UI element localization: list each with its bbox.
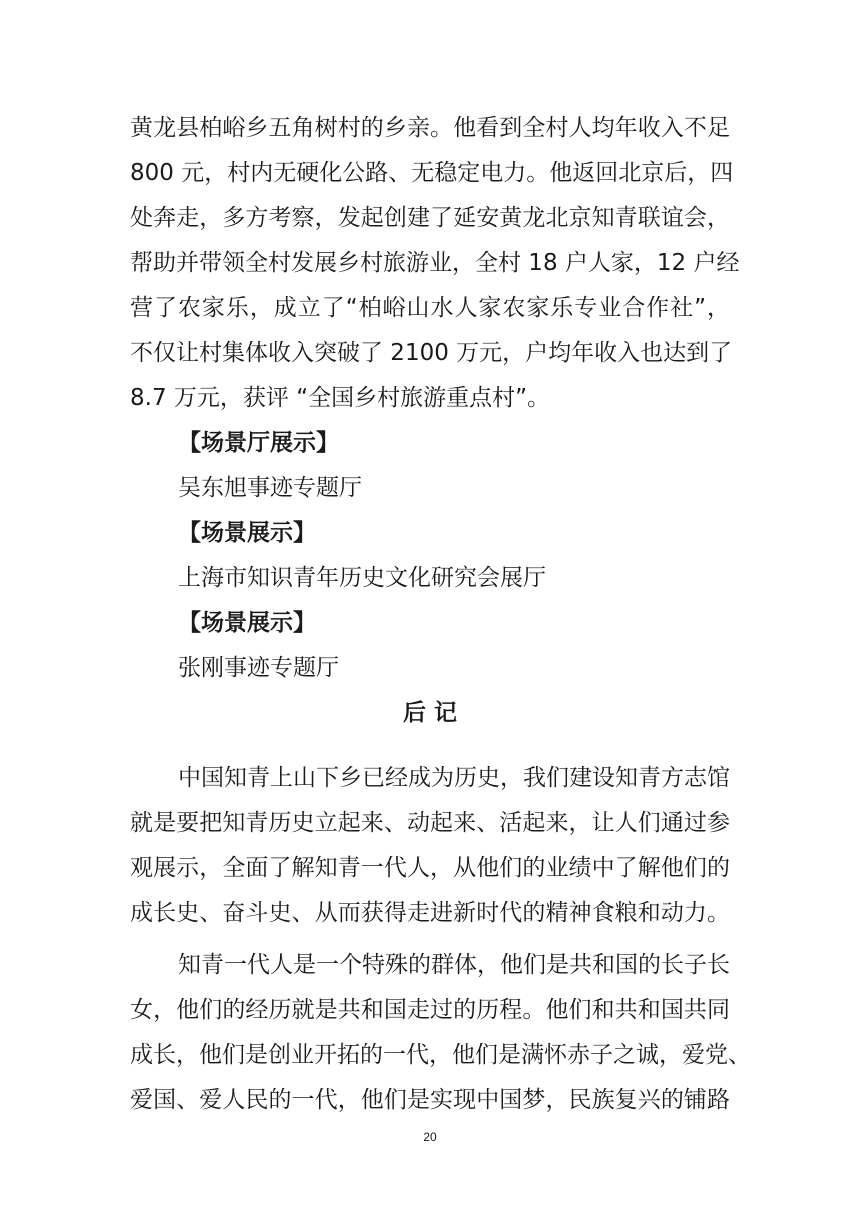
paragraph-line: 不仅让村集体收入突破了 2100 万元，户均年收入也达到了 (130, 340, 733, 366)
section-heading: 后 记 (402, 700, 457, 726)
paragraph-line: 营了农家乐，成立了“柏峪山水人家农家乐专业合作社”， (130, 295, 730, 321)
paragraph-line: 观展示，全面了解知青一代人，从他们的业绩中了解他们的 (130, 855, 730, 881)
paragraph-line: 800 元，村内无硬化公路、无稳定电力。他返回北京后，四 (130, 160, 734, 186)
scene-title: 张刚事迹专题厅 (178, 655, 339, 681)
scene-label: 【场景展示】 (178, 520, 316, 546)
paragraph-line: 成长史、奋斗史、从而获得走进新时代的精神食粮和动力。 (130, 900, 730, 926)
paragraph-line: 知青一代人是一个特殊的群体，他们是共和国的长子长 (178, 952, 730, 978)
page-number: 20 (423, 1130, 437, 1144)
scene-label: 【场景厅展示】 (178, 430, 339, 456)
paragraph-line: 女，他们的经历就是共和国走过的历程。他们和共和国共同 (130, 997, 730, 1023)
paragraph-line: 帮助并带领全村发展乡村旅游业，全村 18 户人家，12 户经 (130, 250, 740, 276)
paragraph-line: 就是要把知青历史立起来、动起来、活起来，让人们通过参 (130, 810, 730, 836)
paragraph-line: 黄龙县柏峪乡五角树村的乡亲。他看到全村人均年收入不足 (130, 115, 730, 141)
paragraph-line: 处奔走，多方考察，发起创建了延安黄龙北京知青联谊会， (130, 205, 730, 231)
scene-title: 上海市知识青年历史文化研究会展厅 (178, 565, 546, 591)
scene-title: 吴东旭事迹专题厅 (178, 475, 362, 501)
paragraph-line: 8.7 万元，获评 “全国乡村旅游重点村”。 (130, 385, 551, 411)
paragraph-line: 爱国、爱人民的一代，他们是实现中国梦，民族复兴的铺路 (130, 1087, 730, 1113)
paragraph-line: 中国知青上山下乡已经成为历史，我们建设知青方志馆 (178, 765, 730, 791)
paragraph-line: 成长，他们是创业开拓的一代，他们是满怀赤子之诚，爱党、 (130, 1042, 751, 1068)
scene-label: 【场景展示】 (178, 610, 316, 636)
